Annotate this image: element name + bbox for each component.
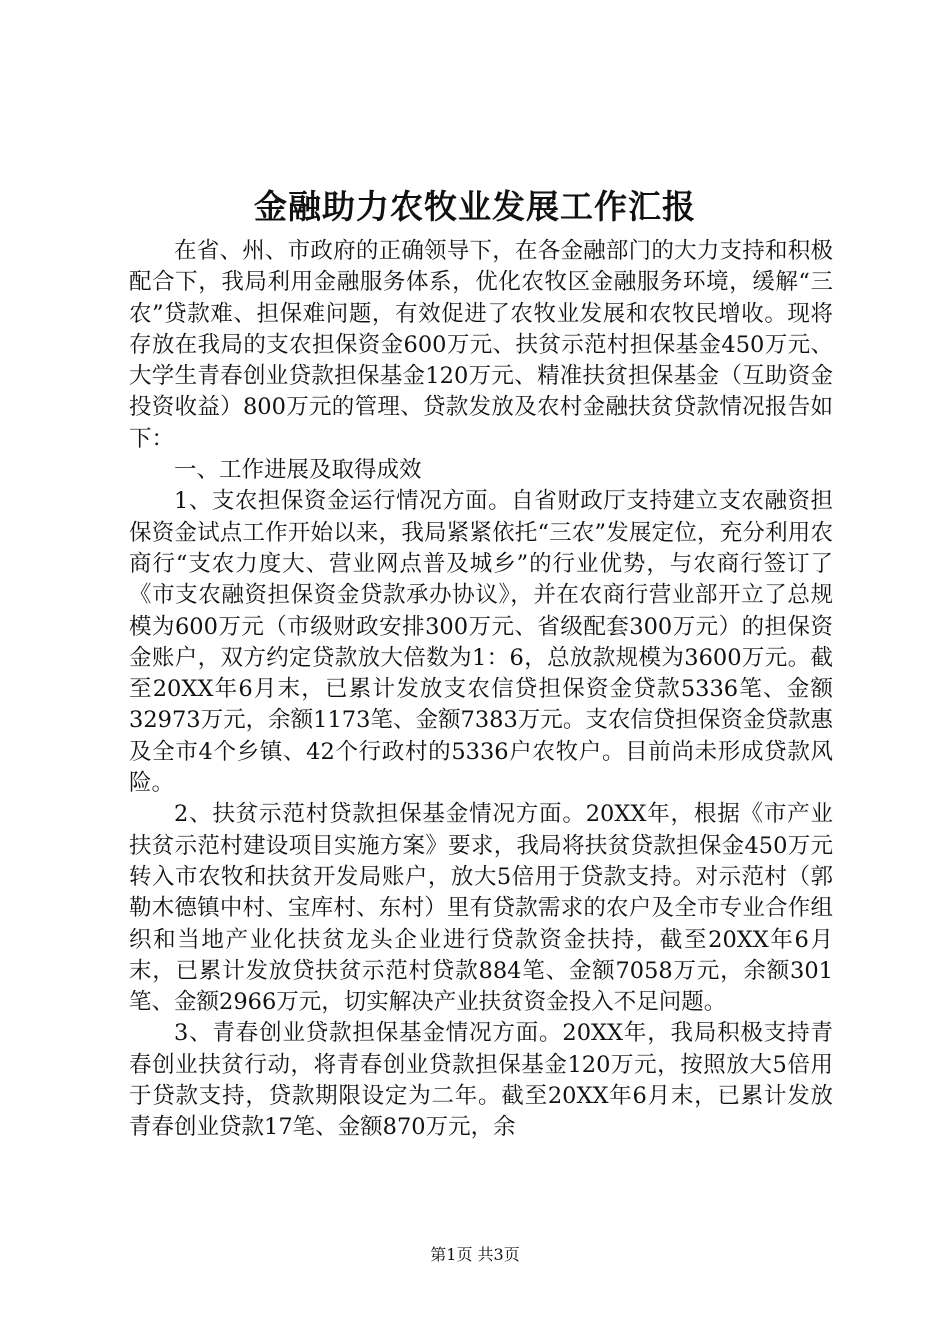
- document-title: 金融助力农牧业发展工作汇报: [254, 187, 696, 226]
- page-footer: 第1页 共3页: [430, 1245, 520, 1264]
- paragraph-3: 3、青春创业贷款担保基金情况方面。20XX年，我局积极支持青春创业扶贫行动，将青春创业贷款担保基金120万元，按照放大5倍用于贷款支持，贷款期限设定为二年。截至20XX年6月末，已累计发放青春创业贷款17笔、金额870万元，余: [129, 1020, 833, 1141]
- section-heading: 一、工作进展及取得成效: [174, 457, 422, 484]
- paragraph-1: 1、支农担保资金运行情况方面。自省财政厅支持建立支农融资担保资金试点工作开始以来，我局紧紧依托“三农”发展定位，充分利用农商行“支农力度大、营业网点普及城乡”的行业优势，与农商行签订了《市支农融资担保资金贷款承办协议》，并在农商行营业部开立了总规模为600万元（市级财政安排300万元、省级配套300万元）的担保资金账户，双方约定贷款放大倍数为1：6，总放款规模为3600万元。截至20XX年6月末，已累计发放支农信贷担保资金贷款5336笔、金额32973万元，余额1173笔、金额7383万元。支农信贷担保资金贷款惠及全市4个乡镇、42个行政村的5336户农牧户。目前尚未形成贷款风险。: [129, 488, 833, 797]
- paragraph-intro: 在省、州、市政府的正确领导下，在各金融部门的大力支持和积极配合下，我局利用金融服务体系，优化农牧区金融服务环境，缓解“三农”贷款难、担保难问题，有效促进了农牧业发展和农牧民增收。现将存放在我局的支农担保资金600万元、扶贫示范村担保基金450万元、大学生青春创业贷款担保基金120万元、精准扶贫担保基金（互助资金投资收益）800万元的管理、贷款发放及农村金融扶贫贷款情况报告如下：: [129, 238, 833, 452]
- paragraph-2: 2、扶贫示范村贷款担保基金情况方面。20XX年，根据《市产业扶贫示范村建设项目实施方案》要求，我局将扶贫贷款担保金450万元转入市农牧和扶贫开发局账户，放大5倍用于贷款支持。对示范村（郭勒木德镇中村、宝库村、东村）里有贷款需求的农户及全市专业合作组织和当地产业化扶贫龙头企业进行贷款资金扶持，截至20XX年6月末，已累计发放贷扶贫示范村贷款884笔、金额7058万元，余额301笔、金额2966万元，切实解决产业扶贫资金投入不足问题。: [129, 801, 833, 1016]
- document-body: [129, 236, 833, 1144]
